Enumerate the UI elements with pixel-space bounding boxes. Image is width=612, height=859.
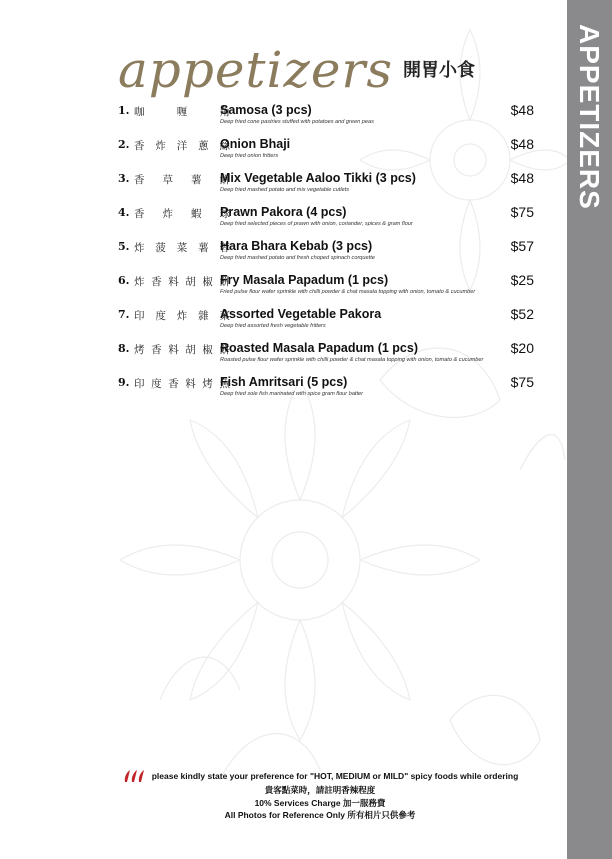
item-description: Deep fried onion fritters bbox=[220, 153, 279, 159]
menu-item bbox=[118, 170, 534, 204]
page-title-en: appetizers bbox=[118, 41, 393, 99]
item-name-zh: 印度香料烤魚 bbox=[134, 378, 230, 390]
footer-notes bbox=[100, 768, 540, 822]
chili-pepper-icon bbox=[122, 768, 148, 784]
item-description: Deep fried selected pieces of prawn with onion, coriander, spices & gram flour bbox=[220, 221, 413, 227]
item-number: 4. bbox=[118, 206, 130, 219]
item-name-en: Mix Vegetable Aaloo Tikki (3 pcs) bbox=[220, 171, 416, 185]
item-price: $48 bbox=[510, 170, 534, 186]
item-name-en: Fish Amritsari (5 pcs) bbox=[220, 375, 348, 389]
menu-item bbox=[118, 204, 534, 238]
item-number: 3. bbox=[118, 172, 130, 185]
item-description: Fried pulse flour wafer sprinkle with chilli powder & chat masala topping with onion, tomato & cucumber bbox=[220, 289, 476, 295]
spicy-note-zh: 貴客點菜時，請註明香辣程度 bbox=[264, 785, 376, 795]
item-name-en: Hara Bhara Kebab (3 pcs) bbox=[220, 239, 373, 253]
item-number: 6. bbox=[118, 274, 130, 287]
item-number: 9. bbox=[118, 376, 130, 389]
item-number: 5. bbox=[118, 240, 130, 253]
item-price: $75 bbox=[510, 204, 534, 220]
item-description: Deep fried mashed potato and mix vegetable cutlets bbox=[220, 187, 350, 193]
menu-list bbox=[118, 102, 534, 408]
page-title-zh: 開胃小食 bbox=[403, 60, 475, 81]
item-number: 7. bbox=[118, 308, 130, 321]
menu-item bbox=[118, 340, 534, 374]
item-price: $57 bbox=[510, 238, 534, 254]
item-name-zh: 咖 喱 角 bbox=[134, 106, 230, 118]
menu-item bbox=[118, 272, 534, 306]
item-description: Deep fried sole fish marinated with spice gram flour batter bbox=[220, 391, 364, 397]
item-name-en: Fry Masala Papadum (1 pcs) bbox=[220, 273, 389, 287]
menu-item bbox=[118, 102, 534, 136]
item-price: $20 bbox=[510, 340, 534, 356]
item-price: $25 bbox=[510, 272, 534, 288]
item-description: Deep fried assorted fresh vegetable fritters bbox=[220, 323, 326, 329]
service-charge-note: 10% Services Charge 加一服務費 bbox=[254, 797, 386, 808]
item-price: $48 bbox=[510, 102, 534, 118]
item-name-zh: 香 炸 蝦 球 bbox=[134, 208, 230, 220]
item-name-en: Onion Bhaji bbox=[220, 137, 291, 151]
item-price: $75 bbox=[510, 374, 534, 390]
side-tab-label: APPETIZERS bbox=[574, 24, 605, 210]
item-price: $52 bbox=[510, 306, 534, 322]
item-name-zh: 香炸洋蔥絲 bbox=[134, 140, 230, 152]
item-name-zh: 香 草 薯 餅 bbox=[134, 174, 230, 186]
item-name-zh: 炸菠菜薯蓉 bbox=[134, 242, 230, 254]
item-number: 8. bbox=[118, 342, 130, 355]
item-description: Deep fried mashed potato and fresh choped spinach corquette bbox=[220, 255, 375, 261]
page-title bbox=[118, 30, 475, 100]
item-name-zh: 印度炸雜菜 bbox=[134, 310, 230, 322]
item-name-zh: 烤香料胡椒餅 bbox=[134, 344, 230, 356]
item-name-en: Roasted Masala Papadum (1 pcs) bbox=[220, 341, 418, 355]
item-name-en: Samosa (3 pcs) bbox=[220, 103, 312, 117]
item-description: Roasted pulse flour wafer sprinkle with chilli powder & chat masala topping with onion, tomato & cucumber bbox=[220, 357, 484, 363]
menu-item bbox=[118, 238, 534, 272]
photos-note: All Photos for Reference Only 所有相片只供參考 bbox=[224, 810, 416, 820]
spicy-note-text: please kindly state your preference for "HOT, MEDIUM or MILD" spicy foods while ordering bbox=[151, 770, 519, 781]
item-price: $48 bbox=[510, 136, 534, 152]
spicy-note bbox=[100, 768, 540, 784]
item-name-en: Assorted Vegetable Pakora bbox=[220, 307, 382, 321]
menu-item bbox=[118, 306, 534, 340]
item-description: Deep fried cone pastries stuffed with potatoes and green peas bbox=[220, 119, 374, 125]
item-name-en: Prawn Pakora (4 pcs) bbox=[220, 205, 347, 219]
menu-item bbox=[118, 374, 534, 408]
item-name-zh: 炸香料胡椒餅 bbox=[134, 276, 230, 288]
menu-item bbox=[118, 136, 534, 170]
item-number: 2. bbox=[118, 138, 130, 151]
item-number: 1. bbox=[118, 104, 130, 117]
